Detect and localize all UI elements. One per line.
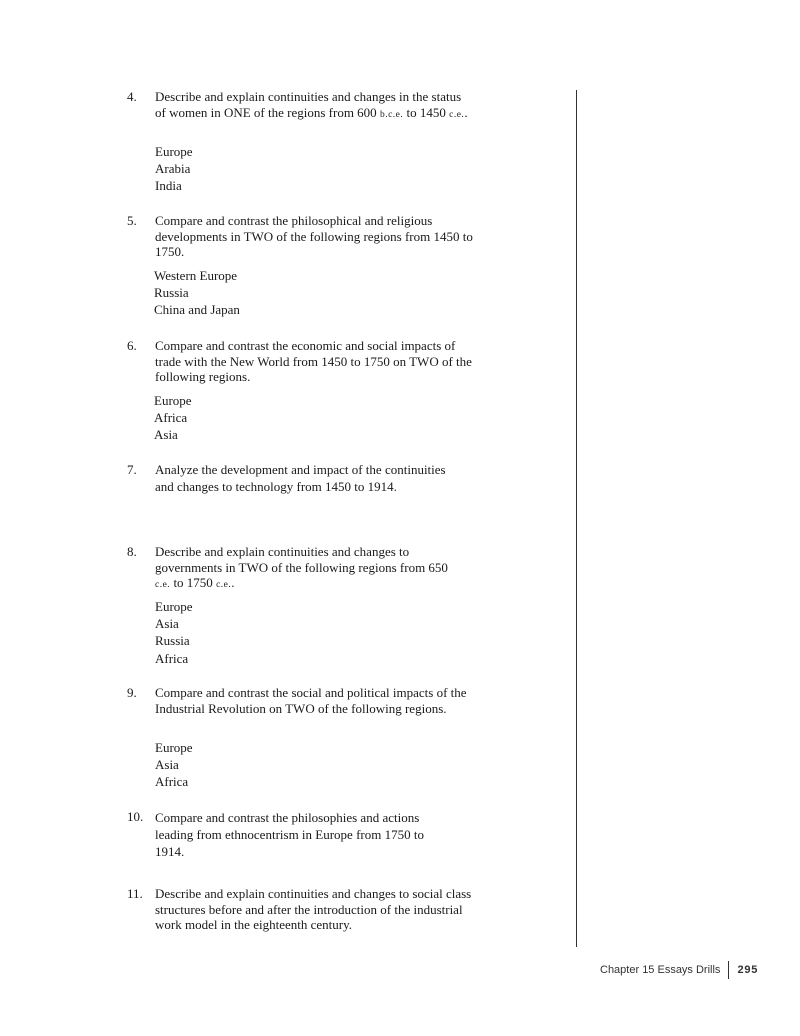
region-item: Western Europe xyxy=(154,268,238,283)
footer-divider xyxy=(728,961,729,979)
question-text: Compare and contrast the economic and social impacts of trade with the New World from 1450 to 1750 on TWO of the following regions. xyxy=(155,338,472,384)
question-text: Describe and explain continuities and changes to governments in TWO of the following regions from 650 c.e. to 1750 c.e.. xyxy=(155,544,448,590)
question-text: Describe and explain continuities and changes to social class structures before and after the introduction of the industrial work model in the eighteenth century. xyxy=(155,886,472,932)
page-number: 295 xyxy=(737,964,759,976)
chapter-title: Chapter 15 Essays Drills xyxy=(600,964,721,976)
region-item: Asia xyxy=(154,427,178,443)
question-number: 8. xyxy=(127,544,137,559)
region-item: Africa xyxy=(155,650,189,666)
question-number: 9. xyxy=(127,685,137,700)
question-text: Compare and contrast the social and political impacts of the Industrial Revolution on TWO of the following regions. xyxy=(155,685,467,716)
question-text: Compare and contrast the philosophical and religious developments in TWO of the following regions from 1450 to 1750. xyxy=(155,213,473,259)
region-item: Arabia xyxy=(155,161,191,177)
region-item: Russia xyxy=(154,285,189,301)
region-item: India xyxy=(155,178,182,194)
page-footer xyxy=(600,961,758,979)
question-number: 4. xyxy=(127,89,137,104)
question-text: Compare and contrast the philosophies and actions leading from ethnocentrism in Europe from 1750 to 1914. xyxy=(155,810,424,859)
region-item: Europe xyxy=(155,144,193,159)
question-number: 6. xyxy=(127,338,137,353)
region-list xyxy=(154,267,240,319)
region-item: Europe xyxy=(155,599,193,614)
question-number: 5. xyxy=(127,213,137,228)
region-list xyxy=(155,739,193,791)
region-item: Asia xyxy=(155,757,179,773)
question-text: Describe and explain continuities and changes in the status of women in ONE of the regions from 600 b.c.e. to 1450 c.e.. xyxy=(155,89,468,120)
question-number: 7. xyxy=(127,462,137,477)
question-text: Analyze the development and impact of the continuities and changes to technology from 1450 to 1914. xyxy=(155,462,446,494)
margin-rule xyxy=(576,90,577,947)
region-item: Africa xyxy=(155,774,189,790)
region-list xyxy=(155,143,193,195)
region-item: Europe xyxy=(154,393,192,408)
question-number: 10. xyxy=(127,809,144,824)
question-number: 11. xyxy=(127,886,143,901)
region-item: Africa xyxy=(154,410,188,426)
region-item: China and Japan xyxy=(154,302,240,318)
region-item: Russia xyxy=(155,633,190,649)
region-list xyxy=(154,392,192,444)
region-list xyxy=(155,598,193,667)
region-item: Asia xyxy=(155,616,179,632)
region-item: Europe xyxy=(155,740,193,755)
